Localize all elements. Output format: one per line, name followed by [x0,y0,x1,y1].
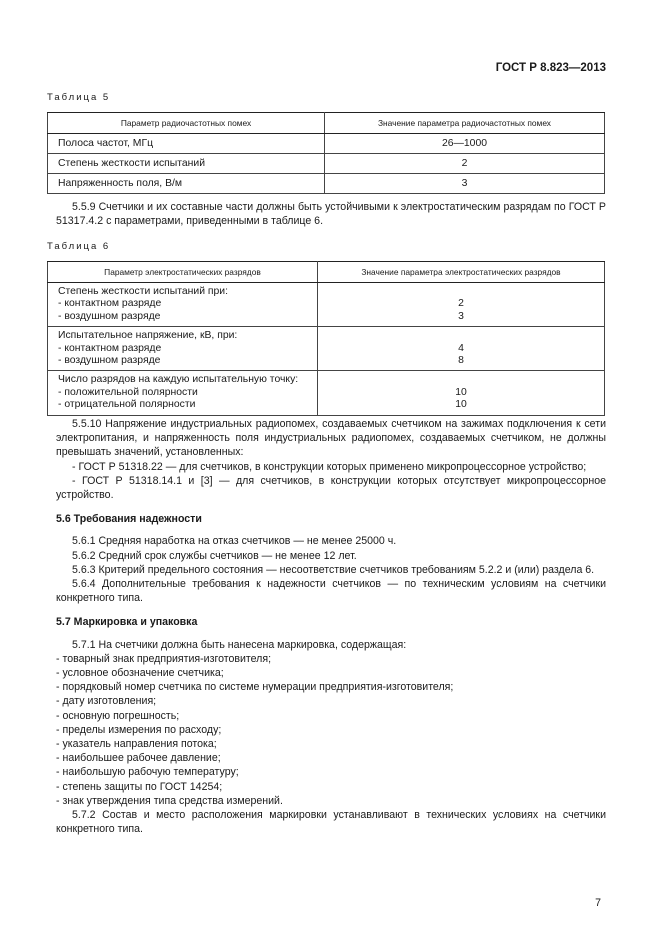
table-cell: 3 [325,174,605,194]
paragraph-5-6-1: 5.6.1 Средняя наработка на отказ счетчиков — не менее 25000 ч. [72,535,397,548]
table-cell: Напряженность поля, В/м [48,174,325,194]
list-item: - ГОСТ Р 51318.22 — для счетчиков, в конструкции которых применено микропроцессорное устройство; [72,460,587,473]
table-header: Значение параметра радиочастотных помех [325,113,605,134]
paragraph-5-7-2: 5.7.2 Состав и место расположения маркировки устанавливают в технических условиях на счетчики конкретного типа. [56,809,606,836]
table-row [48,134,605,154]
table-cell: 2 3 [318,283,605,327]
table-row [48,327,605,371]
table-6 [47,261,605,416]
table-cell: 10 10 [318,371,605,415]
table-row [48,283,605,327]
table-header: Параметр радиочастотных помех [48,113,325,134]
paragraph-5-5-10: 5.5.10 Напряжение индустриальных радиопомех, создаваемых счетчиком на зажимах подключения к сети электропитания, и напряженность поля индустриальных радиопомех, создаваемых счетчиком, не должны превышать значений, установленных: [56,418,606,459]
list-item: - товарный знак предприятия-изготовителя; [56,652,272,665]
list-item: - степень защиты по ГОСТ 14254; [56,780,223,793]
table-row [48,371,605,415]
list-item: - порядковый номер счетчика по системе нумерации предприятия-изготовителя; [56,681,454,694]
table-cell: Степень жесткости испытаний при: - контактном разряде - воздушном разряде [48,283,318,327]
page-number: 7 [595,897,601,909]
section-heading-5-7: 5.7 Маркировка и упаковка [56,616,198,629]
list-item: - указатель направления потока; [56,738,217,751]
table-cell: Степень жесткости испытаний [48,154,325,174]
list-item: - условное обозначение счетчика; [56,667,224,680]
list-item: - основную погрешность; [56,709,180,722]
paragraph-5-6-3: 5.6.3 Критерий предельного состояния — несоответствие счетчиков требованиям 5.2.2 и (или) раздела 6. [72,563,595,576]
table-cell: 4 8 [318,327,605,371]
list-item: - наибольшую рабочую температуру; [56,766,239,779]
table-cell: Полоса частот, МГц [48,134,325,154]
table-5 [47,112,605,194]
list-item: - дату изготовления; [56,695,157,708]
paragraph-5-6-4: 5.6.4 Дополнительные требования к надежности счетчиков — по техническим условиям на счетчики конкретного типа. [56,578,606,605]
table-header: Значение параметра электростатических разрядов [318,262,605,283]
table-5-caption: Таблица 5 [47,92,111,103]
paragraph-5-5-9: 5.5.9 Счетчики и их составные части должны быть устойчивыми к электростатическим разрядам по ГОСТ Р 51317.4.2 с параметрами, приведенными в таблице 6. [56,201,606,228]
table-cell: Число разрядов на каждую испытательную точку: - положительной полярности - отрицательной полярности [48,371,318,415]
table-cell: 26—1000 [325,134,605,154]
section-heading-5-6: 5.6 Требования надежности [56,513,202,526]
body-text [56,417,606,836]
table-cell: 2 [325,154,605,174]
list-item: - пределы измерения по расходу; [56,723,222,736]
table-header: Параметр электростатических разрядов [48,262,318,283]
list-item: - наибольшее рабочее давление; [56,752,221,765]
paragraph-5-7-1: 5.7.1 На счетчики должна быть нанесена маркировка, содержащая: [72,638,407,651]
table-row [48,154,605,174]
table-6-caption: Таблица 6 [47,241,111,252]
list-item: - знак утверждения типа средства измерений. [56,794,283,807]
document-header: ГОСТ Р 8.823—2013 [495,62,606,74]
table-cell: Испытательное напряжение, кВ, при: - контактном разряде - воздушном разряде [48,327,318,371]
paragraph-5-6-2: 5.6.2 Средний срок службы счетчиков — не менее 12 лет. [72,549,357,562]
table-row [48,174,605,194]
list-item: - ГОСТ Р 51318.14.1 и [3] — для счетчиков, в конструкции которых отсутствует микропроцессорное устройство. [56,474,606,502]
